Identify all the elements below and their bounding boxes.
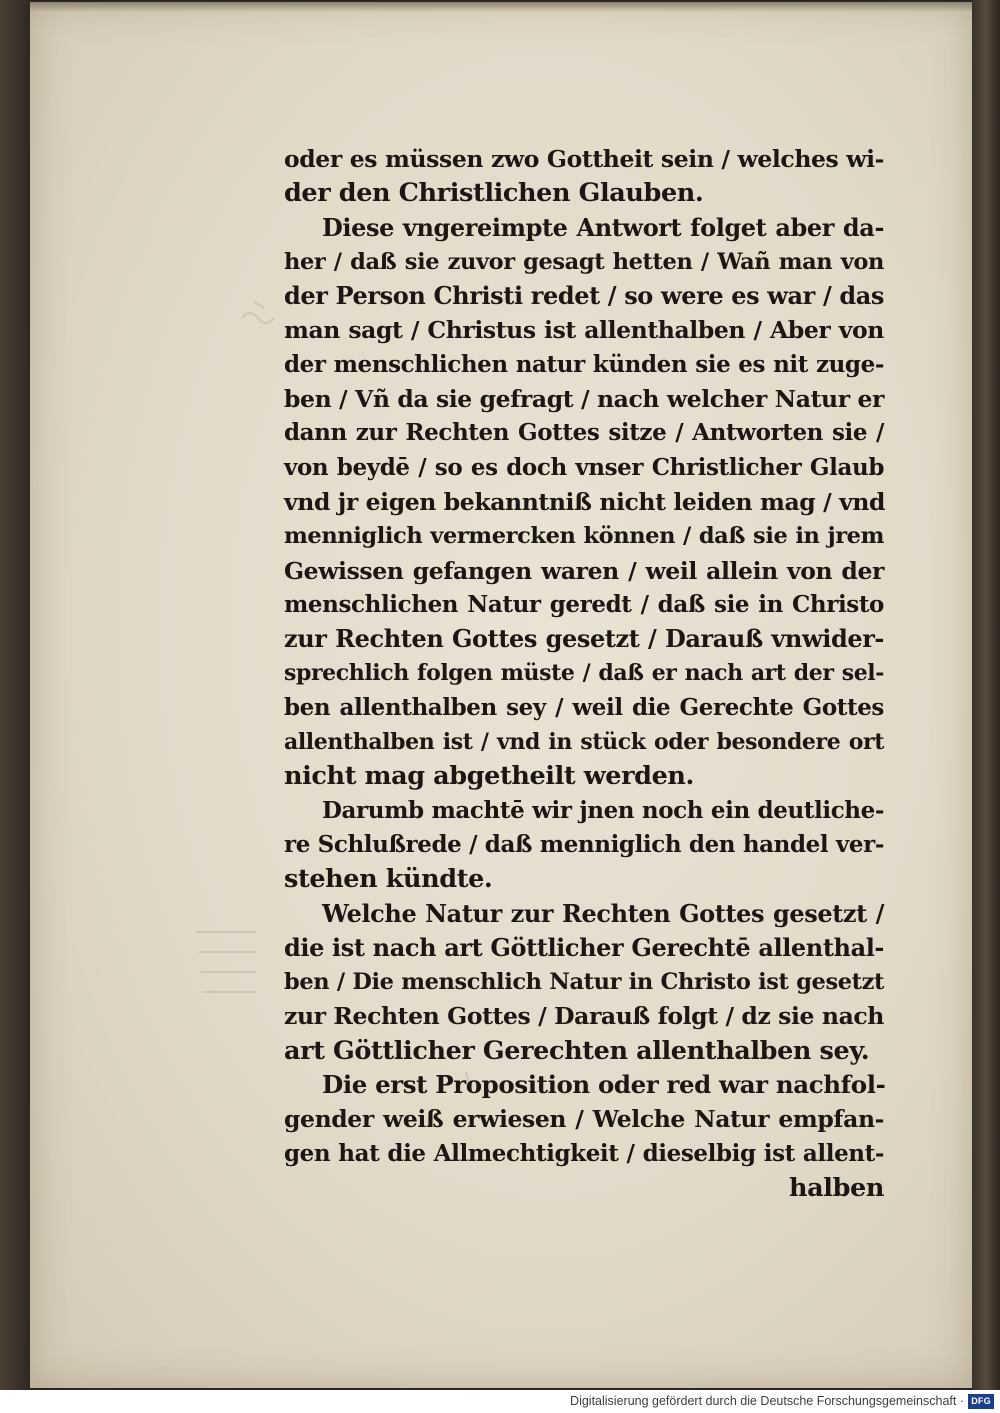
text-line-2: der den Christlichen Glauben. [284, 178, 704, 209]
text-line-1: oder es müssen zwo Gottheit sein / welches wi- [284, 145, 884, 173]
book-page [30, 2, 972, 1388]
dfg-logo[interactable]: DFG [968, 1394, 994, 1409]
funding-credit: Digitalisierung gefördert durch die Deutsche Forschungsgemeinschaft · [570, 1394, 964, 1408]
text-line-28: Die erst Proposition oder red war nachfol- [322, 1070, 886, 1100]
text-line-24: die ist nach art Göttlicher Gerechtē allenthal- [284, 932, 884, 962]
text-line-30: gen hat die Allmechtigkeit / dieselbig ist allent- [284, 1139, 884, 1167]
scan-left-edge [0, 0, 30, 1390]
text-line-17: ben allenthalben sey / weil die Gerechte Gottes [284, 693, 884, 721]
text-line-19: nicht mag abgetheilt werden. [284, 761, 695, 792]
text-line-23: Welche Natur zur Rechten Gottes gesetzt / [322, 898, 884, 928]
catchword: halben [789, 1172, 884, 1203]
text-line-3: Diese vngereimpte Antwort folget aber da- [322, 212, 884, 242]
text-line-29: gender weiß erwiesen / Welche Natur empfan- [284, 1105, 884, 1134]
text-line-5: der Person Christi redet / so were es war / das [284, 281, 884, 311]
text-line-16: sprechlich folgen müste / daß er nach art der sel- [284, 660, 884, 687]
text-line-4: her / daß sie zuvor gesagt hetten / Wañ man von [284, 248, 884, 275]
text-line-21: re Schlußrede / daß menniglich den handel ver- [284, 830, 884, 858]
text-line-6: man sagt / Christus ist allenthalben / Aber von [284, 316, 884, 345]
text-line-10: von beydē / so es doch vnser Christlicher Glaub [284, 453, 884, 481]
text-line-13: Gewissen gefangen waren / weil allein von der [284, 556, 884, 585]
text-line-18: allenthalben ist / vnd in stück oder besondere ort [284, 729, 884, 756]
text-line-8: ben / Vñ da sie gefragt / nach welcher Natur er [284, 385, 885, 414]
text-line-27: art Göttlicher Gerechten allenthalben sey. [284, 1035, 870, 1066]
text-line-26: zur Rechten Gottes / Darauß folgt / dz sie nach [284, 1002, 884, 1031]
text-line-22: stehen kündte. [284, 864, 493, 895]
text-line-7: der menschlichen natur künden sie es nit zuge- [284, 350, 884, 378]
scan-right-edge [972, 0, 1000, 1390]
text-line-25: ben / Die menschlich Natur in Christo ist gesetzt [284, 969, 884, 996]
text-line-11: vnd jr eigen bekanntniß nicht leiden mag / vnd [284, 487, 886, 516]
text-line-20: Darumb machtē wir jnen noch ein deutliche- [322, 796, 884, 824]
text-line-14: menschlichen Natur geredt / daß sie in Christo [284, 590, 884, 618]
page-text [284, 142, 884, 1205]
text-line-9: dann zur Rechten Gottes sitze / Antworten sie / [284, 419, 884, 447]
text-line-12: menniglich vermercken können / daß sie in jrem [284, 523, 884, 550]
text-line-15: zur Rechten Gottes gesetzt / Darauß vnwider- [284, 624, 884, 654]
footer-bar [0, 1390, 1000, 1413]
